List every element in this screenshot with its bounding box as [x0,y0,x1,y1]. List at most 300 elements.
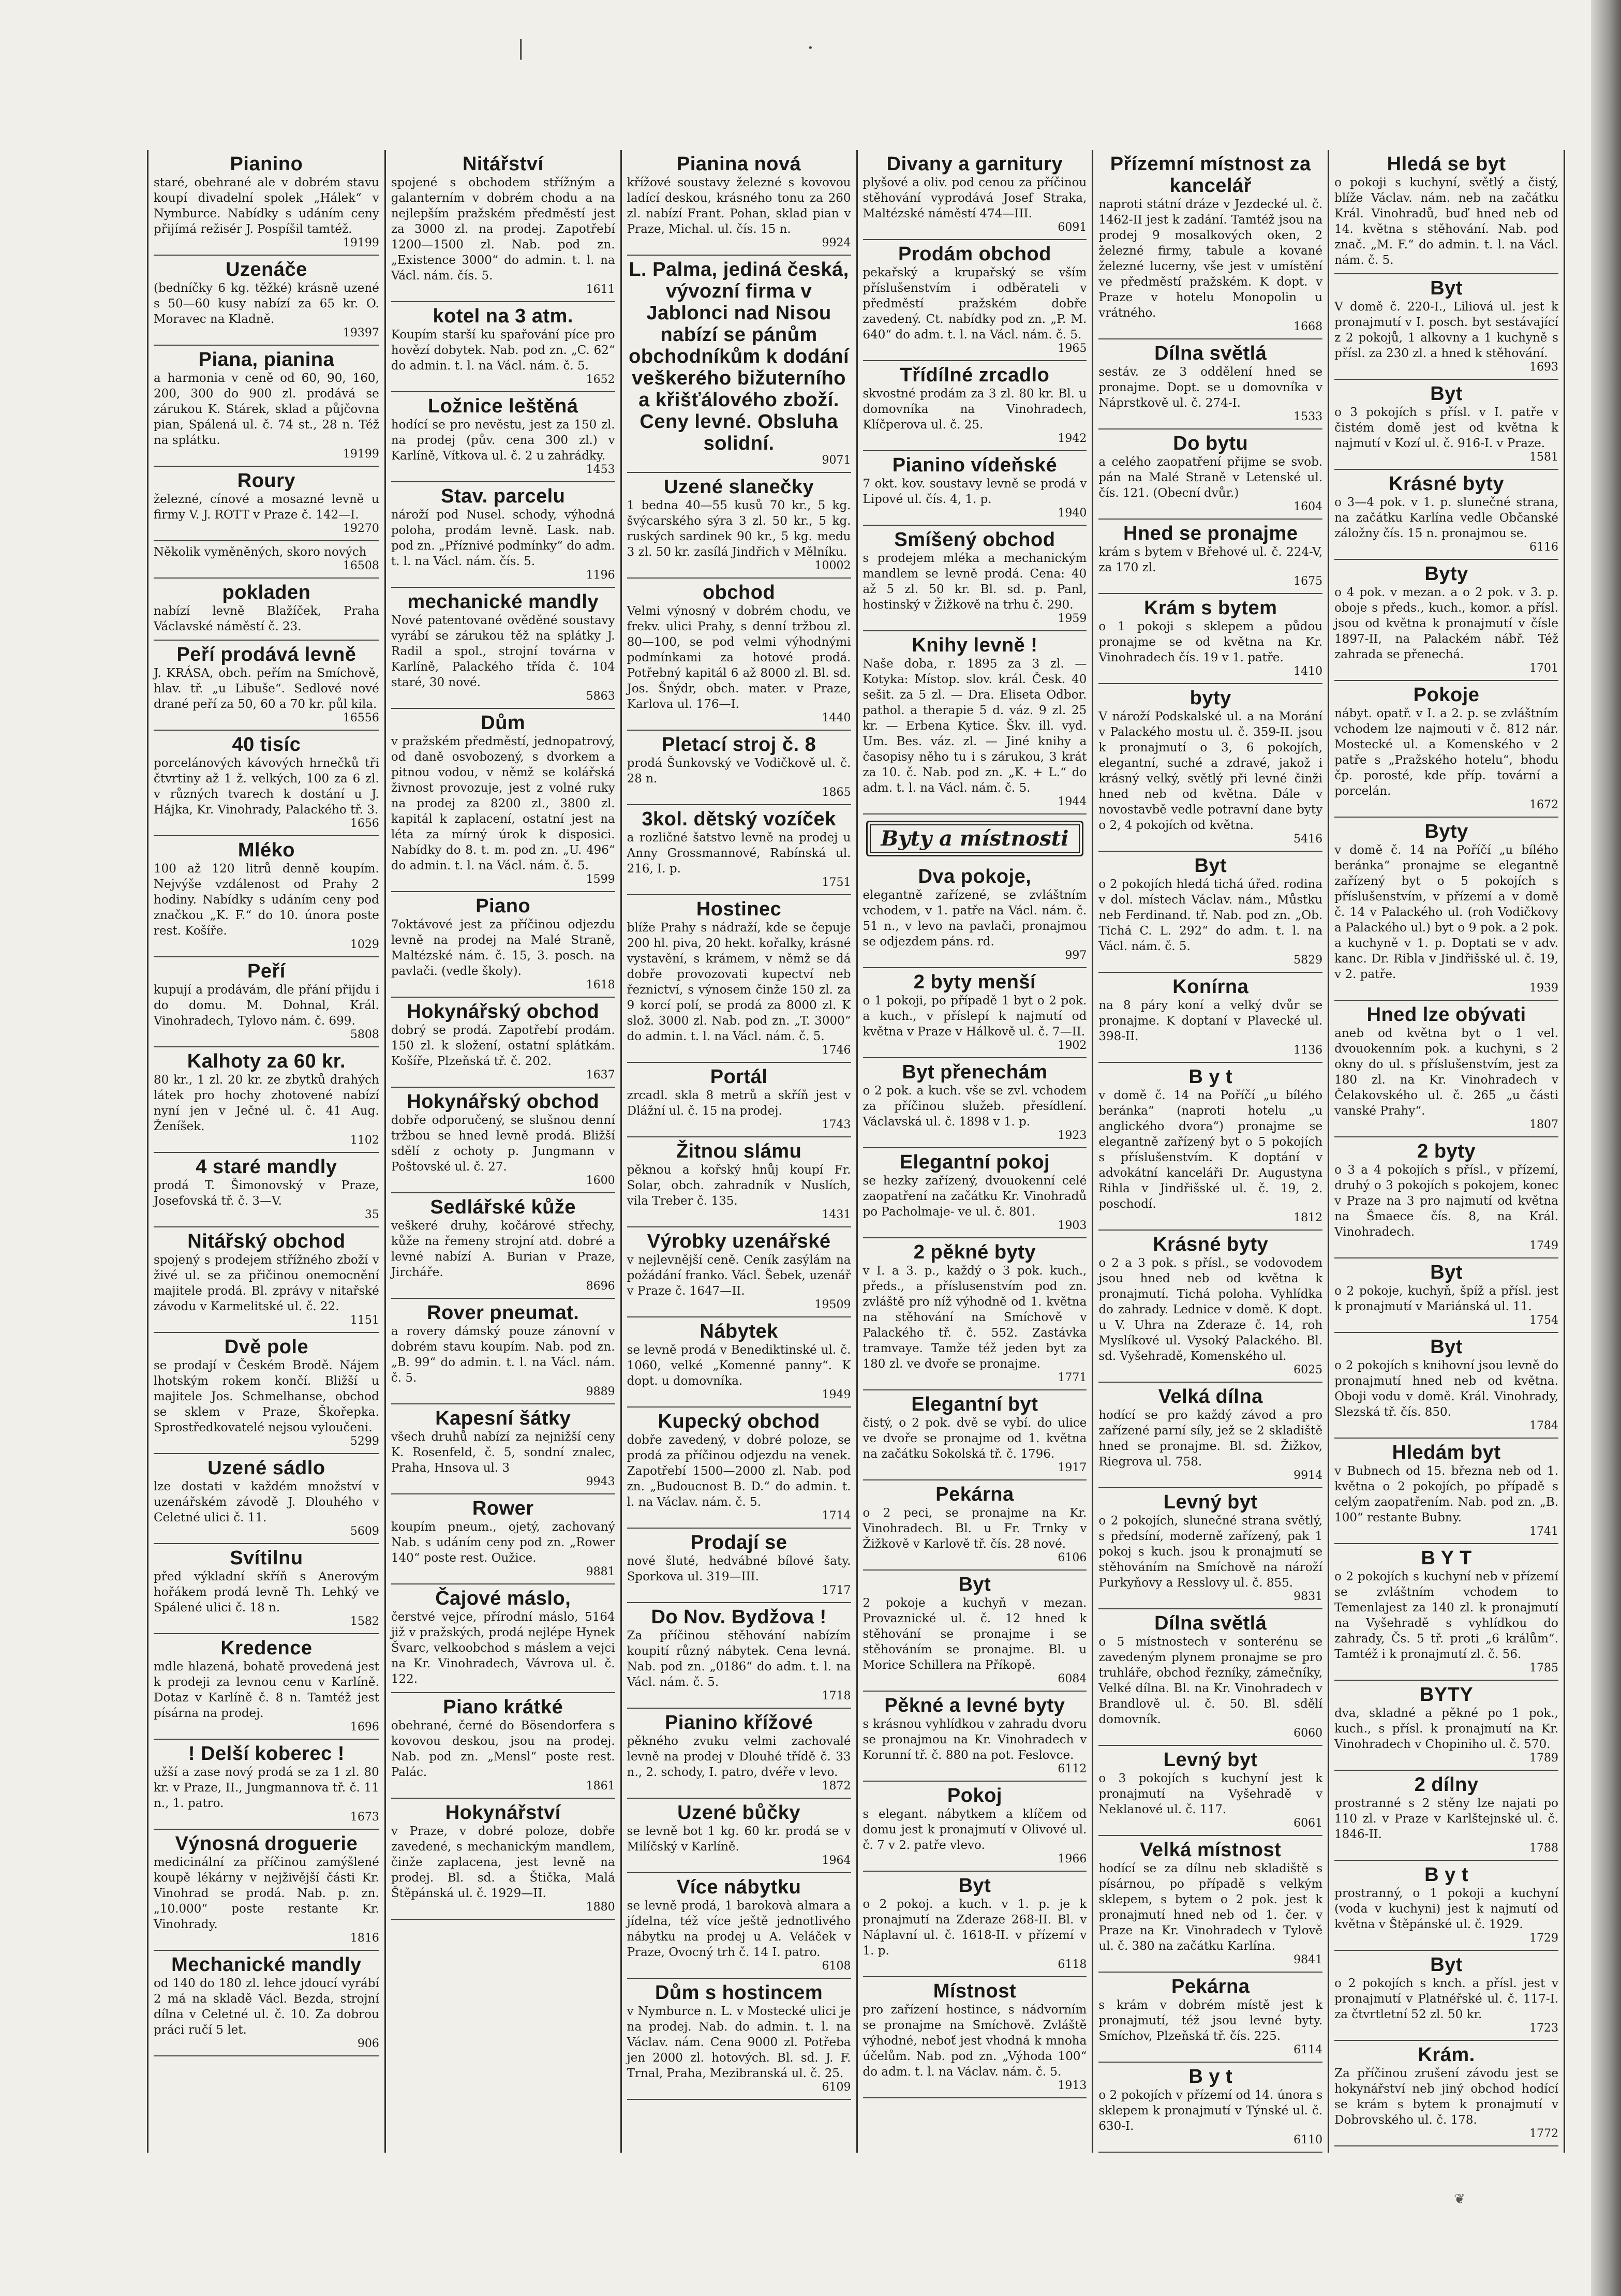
ad-text: spojené s obchodem střížným a galanterním v dobrém chodu a na nejlepším pražském předměstí jest za 3000 zl. na prodej. Zapotřebí 1200—1500 zl. Nab. pod zn. „Existence 3000“ do admin. t. l. na Václ. nám. čís. 5. [391,176,615,283]
ad-text: o 2 pokojích s knch. a přísl. jest v pronajmutí v Platnéřské ul. č. 117-I. za čtvrtletní 52 zl. 50 kr. [1334,1977,1558,2021]
classified-ad [1334,1771,1558,1861]
ad-heading: Hokynářský obchod [407,1001,600,1023]
ad-heading: Do Nov. Bydžova ! [651,1606,827,1628]
ad-number: 1785 [1529,1662,1558,1675]
ad-text: o 2 pokoje, kuchyň, špíž a přísl. jest k pronajmutí v Mariánská ul. 11. [1334,1284,1558,1313]
ad-text: se levně bot 1 kg. 60 kr. prodá se v Milíčský v Karlíně. [627,1825,851,1854]
ad-text: skvostné prodám za 3 zl. 80 kr. Bl. u domovníka na Vinohradech, Klíčperova ul. č. 25. [862,387,1087,432]
ad-text: o 3—4 pok. v 1. p. slunečné strana, na začátku Karlína vedle Občanské záložny čís. 15 n. pronajmou se. [1334,496,1558,540]
ad-number: 1880 [586,1901,615,1914]
ad-heading: Kapesní šátky [435,1408,571,1429]
ad-heading: Pokoje [1413,684,1480,706]
ad-text: nové šluté, hedvábné bílové šaty. Sporkova ul. 319—III. [627,1554,851,1583]
ad-number: 1749 [1529,1239,1558,1252]
ad-number: 906 [357,2037,379,2050]
classified-ad [627,895,851,1063]
ad-text: elegantně zařízené, se zvláštním vchodem, v 1. patře na Václ. nám. č. 51 n., v levo na pavlači, pronajmou se odjezdem páns. rd. [862,888,1087,949]
ad-text: Naše doba, r. 1895 za 3 zl. — Kotyka: Místop. slov. král. Česk. 40 sešit. za 5 zl. — Dra. Eliseta Odbor. pathol. a therapie 5 d. váz. 9 zl. 25 kr. — Erbena Kytice. Škv. ill. vyd. Um. Bes. váz. zl. — Jiné knihy a časopisy něho tu i s zárukou, 3 krát za 10. č. Nab. pod zn. „K. + L.“ do adm. t. l. na Václ. nám. č. 5. [862,657,1087,795]
ad-text: koupím pneum., ojetý, zachovaný Nab. s udáním ceny pod zn. „Rower 140“ poste rest. Oužice. [391,1520,615,1565]
classified-ad [154,541,379,579]
ad-number: 1533 [1293,410,1323,423]
ad-text: o 2 pok. a kuch. vše se zvl. vchodem za příčinou služeb. přesídlení. Václavská ul. č. 1898 v 1. p. [862,1084,1087,1129]
classified-ad [1334,470,1558,560]
ad-heading: Nitářský obchod [187,1231,346,1252]
classified-ad [391,302,615,392]
ad-number: 1959 [1058,612,1087,625]
ad-number: 1600 [586,1174,615,1187]
classified-ad [863,1977,1087,2098]
ad-heading: Uzené bůčky [677,1802,800,1824]
ad-text: o 1 pokoji s sklepem a půdou pronajme se od května na Kr. Vinohradech čís. 19 v 1. patře. [1098,620,1323,664]
classified-ad [1098,429,1322,520]
ad-number: 1029 [350,938,379,951]
ad-text: křížové soustavy železné s kovovou ladící deskou, krásného tonu za 260 zl. nabízí Frant. Pohan, sklad pian v Praze, Michal. ul. čís. 15 n. [627,176,851,236]
ad-number: 1872 [822,1780,851,1793]
classified-ad [1334,1137,1558,1258]
ad-number: 6116 [1529,541,1558,554]
ad-number: 1604 [1293,500,1323,513]
classified-ad [1334,380,1558,470]
ad-heading: pokladen [222,582,311,603]
ad-text: o 2 peci, se pronajme na Kr. Vinohradech. Bl. u Fr. Trnky v Žižkově v Karlově tř. čís. 28 nové. [862,1506,1087,1551]
ad-text: se prodají v Českém Brodě. Nájem lhotským rokem končí. Bližší u majitele Jos. Schmelhanse, obchod se sklem v Praze, Škořepka. Sprostředkovatelé nejsou vyloučeni. [154,1359,379,1434]
ad-number: 1913 [1058,2079,1087,2092]
classified-ad [627,1137,851,1227]
classified-ad [391,892,615,998]
ad-text: o 2 pokojích, slunečné strana světlý, s předsíní, moderně zařízený, pak 1 pokoj s kuch. jsou k pronajmutí se stěhováním na Smíchově na nároží Purkyňovy a Resslovy ul. č. 855. [1098,1514,1323,1590]
classified-ad [154,1634,379,1740]
ad-text: hodící se pro nevěstu, jest za 150 zl. na prodej (pův. cena 300 zl.) v Karlíně, Vítkova ul. č. 2 u zahrádky. [391,418,615,463]
ad-text: Za příčinou zrušení závodu jest se hokynářství neb jiný obchod hodící se krám s bytem k pronajmutí v Dobrovského ul. č. 178. [1334,2067,1558,2127]
ad-number: 5299 [350,1435,379,1448]
ad-number: 1784 [1529,1419,1558,1432]
ad-number: 16556 [343,712,379,724]
ad-text: dva, skladné a pěkné po 1 pok., kuch., s přísl. k pronajmutí na Kr. Vinohradech v Chopiniho ul. č. 570. [1334,1707,1558,1751]
ad-heading: Místnost [933,1980,1017,2002]
classified-ad [391,1799,615,1920]
ad-text: medicinální za příčinou zamýšlené koupě lékárny v nejživější části Kr. Vinohrad se prodá. Nab. p. zn. „10.000“ poste restante Kr. Vinohrady. [154,1856,379,1931]
classified-ad [1098,594,1322,684]
ad-number: 1741 [1529,1525,1558,1538]
ad-heading: 2 pěkné byty [913,1241,1036,1263]
ad-text: o 1 pokoji, po případě 1 byt o 2 pok. a kuch., v příslepí k najmutí od května v Praze v Hálkově ul. č. 7—II. [862,994,1087,1039]
classified-ad [627,150,851,256]
classified-ad [391,1193,615,1299]
classified-ad [1098,1383,1322,1488]
ad-heading: Nitářství [462,153,544,175]
ad-number: 1440 [822,712,851,724]
ad-text: dobře zavedený, v dobré poloze, se prodá za příčinou odjezdu na venek. Zapotřebí 1500—2000 zl. Nab. pod zn. „Budoucnost B. D.“ do admin. t. l. na Václav. nám. č. 5. [627,1433,851,1509]
classified-ad [1334,1544,1558,1681]
classified-ad [863,1782,1087,1872]
ad-number: 6061 [1293,1817,1323,1830]
classified-ad [1334,1258,1558,1333]
ad-heading: Výnosná droguerie [175,1833,358,1855]
ad-heading: Smíšený obchod [894,529,1055,551]
ad-heading: Byt [1430,1336,1463,1358]
ad-number: 1673 [350,1811,379,1824]
ad-text: pěkného zvuku velmi zachovalé levně na prodej v Dlouhé třídě č. 33 n., 2. schody, I. patro, dvéře v levo. [627,1735,851,1779]
classified-ad [154,957,379,1047]
classified-ad [1334,560,1558,681]
ad-number: 9924 [822,236,851,249]
ad-heading: Hledám byt [1392,1442,1501,1463]
classified-ad [1098,973,1322,1063]
column-4 [856,150,1092,2153]
ad-text: v domě č. 14 na Poříčí „u bílého beránka“ pronajme se elegantně zařízený byt o 5 pokojích s příslušenstvím, v přízemí a v domě č. 14 v Palackého ul. (roh Vodičkovy a Palackého ul.) byt o 9 pok. a 2 pok. a kuchyně v 1. p. Doptati se v adv. kanc. Dr. Ribla v Jindřišské ul. č. 19, v 2. patře. [1334,843,1558,981]
classified-ad [627,1603,851,1709]
ad-text: železné, cínové a mosazné levně u firmy V. J. ROTT v Praze č. 142—I. [154,493,379,522]
ad-heading: 2 dílny [1414,1774,1479,1796]
ad-heading: Třídílné zrcadlo [900,364,1050,386]
ad-heading: 2 byty [1417,1140,1476,1162]
ad-text: spojený s prodejem střížného zboží v živé ul. se za přičinou onemocnění majitele prodá. Bl. zprávy v nitařské závodu v Karmelitské ul. č. 22. [154,1253,379,1313]
ad-number: 1942 [1058,432,1087,445]
ad-text: plyšové a oliv. pod cenou za příčinou stěhování vyprodává Josef Straka, Maltézské náměstí 474—III. [862,176,1087,220]
classified-ad [863,1148,1087,1238]
ad-number: 1771 [1058,1371,1087,1384]
classified-ad [863,968,1087,1058]
classified-ad [863,631,1087,814]
classified-ad [863,1480,1087,1571]
ad-text: 80 kr., 1 zl. 20 kr. ze zbytků drahých látek pro hochy zhotovené nabízí nyní jen v Ječné ul. č. 41 Aug. Ženíšek. [154,1073,379,1133]
classified-ad [154,150,379,256]
ad-number: 9889 [586,1385,615,1398]
column-1 [148,150,384,2153]
ad-heading: Peří prodává levně [176,644,356,665]
ad-number: 6110 [1293,2134,1323,2146]
ad-text: nábyt. opatř. v I. a 2. p. se zvláštním vchodem lze najmouti v č. 812 nár. Mostecké ul. a Komenského v 2 patře s „Pražského hotelu“, bhodu čp. porosté, kde příp. tovární a porcelán. [1334,707,1558,798]
classified-ad [1098,150,1322,339]
classified-ad [154,1951,379,2056]
ad-number: 1807 [1529,1118,1558,1131]
classified-ad [391,588,615,709]
ad-heading: Dva pokoje, [918,866,1032,887]
ad-heading: Dům [481,712,526,734]
ad-number: 1746 [822,1044,851,1057]
ad-number: 1102 [350,1134,379,1147]
classified-ad [863,1390,1087,1480]
classified-ad [1098,1836,1322,1973]
ad-text: o 5 místnostech v sonterénu se zavedeným plynem pronajme se pro truhláře, obchod řezníky, zámečníky, Velké dílna. Bl. na Kr. Vinohradech v Brandlově ul. č. 50. Bl. sdělí domovník. [1098,1635,1323,1726]
ad-text: 1 bedna 40—55 kusů 70 kr., 5 kg. švýcarského sýra 3 zl. 50 kr., 5 kg. ruských sardinek 90 kr., 5 kg. medu 3 zl. 50 kr. zasílá Jindřich v Mělníku. [627,499,851,559]
classified-ad [1098,684,1322,852]
ad-text: Velmi výnosný v dobrém chodu, ve frekv. ulici Prahy, s denní tržbou zl. 80—100, se pod velmi výhodnými podmínkami za hotové prodá. Potřebný kapitál 6 až 8000 zl. Bl. sd. Jos. Šnýdr, obch. mater. v Praze, Karlova ul. 176—I. [627,604,851,711]
ad-heading: Uzenáče [226,259,307,280]
ad-number: 1582 [350,1615,379,1628]
ad-heading: Hokynářství [445,1802,561,1824]
ad-heading: Pekárna [1171,1976,1250,1997]
ad-heading: L. Palma, jediná česká, vývozní firma v Jablonci nad Nisou nabízí se pánům obchodníkům k dodání veškerého bižuterního a křišťálového zboží. Ceny levné. Obsluha solidní. [629,259,850,454]
ad-heading: Prodají se [690,1532,787,1553]
ad-text: Za příčinou stěhování nabízím koupití různý nábytek. Cena levná. Nab. pod zn. „0186“ do adm. t. l. na Václ. nám. č. 5. [627,1629,851,1689]
ad-text: zrcadl. skla 8 metrů a skříň jest v Dlážní ul. č. 15 na prodej. [627,1089,851,1118]
classified-ad [1334,274,1558,380]
ad-number: 1939 [1529,982,1558,995]
ad-number: 1656 [350,817,379,830]
ad-number: 6118 [1058,1958,1087,1971]
ad-heading: Krám. [1418,2044,1475,2066]
ad-text: o 2 pokojích s knihovní jsou levně do pronajmutí hned neb od května. Oboji vodu v domě. Král. Vinohrady, Slezská tř. čís. 850. [1334,1359,1558,1419]
classified-ad [863,150,1087,240]
ad-number: 19199 [343,236,379,249]
classified-ad [1334,1951,1558,2041]
page-top-dot: · [807,36,814,60]
ad-heading: Hned lze obývati [1366,1004,1526,1026]
ad-heading: Byty [1424,563,1468,585]
ad-text: lze dostati v každém množství v uzenářském závodě J. Dlouhého v Celetné ulici č. 11. [154,1480,379,1524]
ad-text: o pokoji s kuchyní, světlý a čistý, blíže Václav. nám. neb na začátku Král. Vinohradů, buď hned neb od 14. května s stěhování. Nab. pod znač. „M. F.“ do admin. t. l. na Václ. nám. č. 5. [1334,176,1558,267]
ad-number: 1944 [1058,795,1087,808]
ad-text: prostranné s 2 stěny lze najati po 110 zl. v Praze v Karlštejnské ul. č. 1846-II. [1334,1797,1558,1841]
ad-heading: Levný byt [1163,1491,1258,1513]
ad-heading: Byt [1194,855,1227,877]
ad-number: 1772 [1529,2127,1558,2140]
ad-heading: Přízemní místnost za kancelář [1110,153,1311,197]
classified-ad [391,392,615,482]
classified-ad [1098,1609,1322,1746]
ad-text: před výkladní skříň s Anerovým hořákem prodá levně Th. Lehký ve Spálené ulici č. 18 n. [154,1570,379,1614]
ad-number: 6114 [1293,2043,1323,2056]
ad-heading: Byt [1430,1262,1463,1283]
ad-heading: Hostinec [696,898,782,920]
classified-ad [154,256,379,346]
ad-number: 1965 [1058,342,1087,355]
ad-number: 1865 [822,786,851,799]
ad-heading: ! Delší koberec ! [188,1743,345,1765]
ad-heading: Dům s hostincem [655,1982,823,2004]
ad-text: porcelánových kávových hrnečků tři čtvrtiny až 1 ž. velkých, 100 za 6 zl. v různých tvarech k dostání u J. Hájka, Kr. Vinohrady, Palackého tř. 3. [154,757,379,817]
ad-text: Koupím starší ku spařování píce pro hovězí dobytek. Nab. pod zn. „C. 62“ do admin. t. l. na Václ. nám. č. 5. [391,328,615,373]
ad-heading: Piano krátké [443,1696,563,1718]
ad-number: 997 [1065,949,1087,962]
ad-number: 1940 [1058,507,1087,520]
ad-text: prodá T. Šimonovský v Praze, Josefovská tř. č. 3—V. [154,1179,379,1208]
ad-heading: Kredence [220,1637,313,1659]
ad-number: 6091 [1058,221,1087,234]
classified-ad [1334,1681,1558,1771]
ad-heading: Roury [237,470,296,492]
ad-number: 1696 [350,1721,379,1734]
classified-ad [863,240,1087,361]
ad-heading: Kalhoty za 60 kr. [187,1050,346,1072]
ad-heading: Portál [710,1066,768,1088]
ad-heading: Dílna světlá [1154,1612,1267,1634]
ad-text: mdle hlazená, bohatě provedená jest k prodeji za levnou cenu v Karlíně. Dotaz v Karlíně č. 8 n. Tamtéž jest písárna na prodej. [154,1660,379,1720]
classified-ad [1334,150,1558,274]
ad-text: a rovery dámský pouze zánovní v dobrém stavu koupím. Nab. pod zn. „B. 99“ do admin. t. l. na Václ. nám. č. 5. [391,1325,615,1385]
classified-ad [154,1454,379,1544]
ad-text: (bedníčky 6 kg. těžké) krásně uzené s 50—60 kusy nabízí za 65 kr. O. Moravec na Kladně. [154,282,379,326]
ad-heading: Do bytu [1173,433,1248,454]
classified-ad [1098,1488,1322,1609]
ad-text: o 3 pokojích s kuchyní jest k pronajmutí na Vyšehradě v Neklanové ul. č. 117. [1098,1772,1323,1816]
classified-ad [154,1227,379,1333]
ad-text: čistý, o 2 pok. dvě se vybí. do ulice ve dvoře se pronajme od 1. května na začátku Sokolská tř. č. 1796. [862,1416,1087,1461]
ad-number: 19270 [343,522,379,535]
ad-heading: Krásné byty [1389,473,1505,495]
ad-number: 1902 [1058,1039,1087,1052]
classified-ad [1098,1063,1322,1231]
ad-number: 1717 [822,1584,851,1597]
classified-ad [627,1709,851,1799]
page-ornament: ❦ [1454,2191,1465,2207]
column-3 [620,150,856,2153]
ad-heading: Velká místnost [1140,1839,1282,1861]
classified-ad [627,1063,851,1137]
classified-ad [1098,1746,1322,1836]
ad-number: 1618 [586,979,615,991]
ad-number: 5609 [350,1525,379,1538]
ad-number: 1966 [1058,1853,1087,1865]
ad-number: 5808 [350,1028,379,1041]
classified-ad [391,482,615,588]
ad-heading: Byt [958,1574,991,1595]
ad-heading: Výrobky uzenářské [647,1231,831,1252]
ad-heading: B Y T [1421,1547,1472,1569]
ad-heading: 40 tisíc [232,734,301,756]
ad-number: 1652 [586,373,615,386]
ad-number: 1964 [822,1854,851,1867]
ad-number: 19397 [343,327,379,339]
ad-heading: Čajové máslo, [435,1588,571,1609]
ad-heading: Pokoj [947,1785,1002,1806]
ad-text: v domě č. 14 na Poříčí „u bílého beránka“ (naproti hotelu „u anglického dvora“) pronajme se elegantně zařízený byt o 5 pokojích s příslušenstvím. K doptání v advokátní kanceláři Dr. Augustyna Rihla v Jindřišské ul. č. 19, 2. poschodí. [1098,1089,1323,1211]
ad-heading: 4 staré mandly [196,1156,337,1178]
ad-number: 1196 [586,569,615,582]
classified-ad [1334,1333,1558,1439]
ad-text: užší a zase nový prodá se za 1 zl. 80 kr. v Praze, II., Jungmannova tř. č. 11 n., 1. patro. [154,1766,379,1810]
classified-ad [627,1408,851,1529]
ad-text: aneb od května byt o 1 vel. dvouokenním pok. a kuchyni, s 2 okny do ul. s příslušenstvím, jest za 180 zl. na Kr. Vinohradech v Čelakovského ul. č. 265 „u části vanské Prahy“. [1334,1027,1558,1118]
ad-heading: Levný byt [1163,1749,1258,1771]
ad-text: J. KRÁSA, obch. peřím na Smíchově, hlav. tř. „u Libuše“. Sedlové nové drané peří za 50, 60 a 70 kr. půl kila. [154,666,379,711]
ad-heading: Krám s bytem [1144,597,1277,619]
ad-number: 1903 [1058,1219,1087,1232]
ad-text: o 2 pokoj. a kuch. v 1. p. je k pronajmutí na Zderaze 268-II. Bl. v Náplavní ul. č. 1618-II. v přízemí v 1. p. [862,1898,1087,1958]
ad-heading: Kupecký obchod [658,1411,820,1432]
section-banner: Byty a místnosti [866,821,1084,856]
classified-columns [147,150,1565,2153]
classified-ad [154,467,379,541]
ad-heading: Byt [1430,1954,1463,1976]
ad-text: a harmonia v ceně od 60, 90, 160, 200, 300 do 900 zl. prodává se zárukou K. Stárek, sklad a půjčovna pian, Spálená ul. č. 74 st., 28 n. Též na splátku. [154,372,379,447]
ad-text: obehrané, černé do Bösendorfera s kovovou deskou, jsou na prodej. Nab. pod zn. „Mensl“ poste rest. Palác. [391,1719,615,1779]
ad-heading: Pekárna [935,1484,1014,1505]
ad-text: v nejlevnější ceně. Ceník zasýlám na požádání franko. Václ. Šebek, uzenář v Praze č. 1647—II. [627,1253,851,1298]
classified-ad [863,1058,1087,1148]
ad-number: 1923 [1058,1129,1087,1142]
classified-ad [863,1692,1087,1782]
classified-ad [391,1494,615,1584]
ad-text: pekařský a krupařský se vším příslušenstvím i odběrateli v předměstí pražském dobře zavedený. Ct. nabídky pod zn. „P. M. 640“ do adm. t. l. na Václ. nám. č. 5. [862,266,1087,342]
ad-heading: byty [1189,687,1231,709]
ad-text: o 2 pokojích hledá tichá úřed. rodina v dol. místech Václav. nám., Můstku neb Ferdinand. tř. Nab. pod zn. „Ob. Tichá C. L. 292“ do adm. t. l. na Václ. nám. č. 5. [1098,878,1323,953]
column-5 [1092,150,1328,2153]
ad-number: 19199 [343,448,379,461]
classified-ad [1334,681,1558,818]
ad-text: krám s bytem v Břehové ul. č. 224-V, za 170 zl. [1098,545,1323,574]
classified-ad [627,1799,851,1873]
ad-number: 1611 [586,283,615,296]
ad-number: 1693 [1529,361,1558,374]
classified-ad [154,1047,379,1153]
ad-number: 1581 [1529,451,1558,464]
ad-text: na 8 páry koní a velký dvůr se pronajme. K doptaní v Plavecké ul. 398-II. [1098,999,1323,1043]
ad-heading: Žitnou slámu [676,1140,802,1162]
classified-ad [391,1088,615,1193]
ad-heading: Knihy levně ! [912,634,1038,656]
classified-ad [627,579,851,731]
ad-number: 6060 [1293,1727,1323,1740]
classified-ad [154,1333,379,1454]
ad-heading: Byt [1430,383,1463,405]
ad-number: 1723 [1529,2022,1558,2035]
ad-text: se hezky zařízený, dvouokenní celé zaopatření na začátku Kr. Vinohradů po Pacholmaje- ve ul. č. 801. [862,1174,1087,1219]
ad-heading: Elegantní byt [911,1394,1038,1415]
ad-heading: Hned se pronajme [1123,523,1298,544]
ad-heading: Krásné byty [1153,1234,1269,1255]
ad-text: hodící se za dílnu neb skladiště s písárnou, po případě s velkým sklepem, s bytem o 2 pok. jest k pronajmutí hned neb od 1. čer. v Praze na Kr. Vinohradech v Tylově ul. č. 380 na začátku Karlína. [1098,1862,1323,1953]
ad-text: o 2 pokojích v přízemí od 14. února s sklepem k pronajmutí v Týnské ul. č. 630-I. [1098,2088,1323,2133]
classified-ad [627,805,851,895]
classified-ad [627,1979,851,2100]
ad-text: sestáv. ze 3 oddělení hned se pronajme. Dopt. se u domovníka v Náprstkově ul. č. 274-I. [1098,365,1323,410]
ad-text: s prodejem mléka a mechanickým mandlem se levně prodá. Cena: 40 až 5 zl. 50 kr. Bl. sd. p. Panl, hostinský v Žižkově na trhu č. 290. [862,552,1087,612]
classified-ad [391,998,615,1088]
ad-number: 6106 [1058,1551,1087,1564]
ad-text: v Nymburce n. L. v Mostecké ulici je na prodej. Nab. do admin. t. l. na Václav. nám. Cena 9000 zl. Potřeba jen 2000 zl. hotových. Bl. sd. J. F. Trnal, Praha, Mezibranská ul. č. 25. [627,2005,851,2080]
classified-ad [391,709,615,892]
ad-heading: Byty [1424,821,1468,842]
ad-text: o 3 pokojích s přísl. v I. patře v čistém domě jest od května k najmutí v Kozí ul. č. 916-I. v Praze. [1334,406,1558,450]
classified-ad [1334,1439,1558,1544]
ad-text: 2 pokoje a kuchyň v mezan. Provaznické ul. č. 12 hned k stěhování se pronajme i se stěhováním se pronajme. Bl. u Morice Schillera na Příkopě. [862,1596,1087,1672]
ad-number: 1675 [1293,575,1323,588]
ad-heading: Byt přenechám [902,1061,1048,1083]
classified-ad [154,1740,379,1830]
ad-heading: Rover pneumat. [427,1302,579,1324]
classified-ad [863,1238,1087,1390]
ad-text: 7oktávové jest za příčinou odjezdu levně na prodej na Malé Straně, Maltézské nám. č. 15, 3. posch. na pavlači. (vedle školy). [391,918,615,978]
ad-number: 1917 [1058,1461,1087,1474]
classified-ad [627,473,851,579]
ad-heading: Více nábytku [676,1876,801,1898]
ad-heading: 2 byty menší [913,971,1036,993]
ad-number: 9831 [1293,1590,1323,1603]
ad-heading: Nábytek [700,1321,778,1342]
classified-ad [863,361,1087,451]
ad-heading: Elegantní pokoj [899,1151,1050,1173]
ad-text: dobrý se prodá. Zapotřebí prodám. 150 zl. k složení, ostatní splátkám. Košíře, Plzeňská tř. č. 202. [391,1024,615,1068]
classified-ad [391,1584,615,1693]
ad-text: v Bubnech od 15. března neb od 1. května o 2 pokojích, po případě s celým zaopatřením. Nab. pod zn. „B. 100“ restante Bubny. [1334,1464,1558,1524]
ad-number: 1743 [822,1118,851,1131]
classified-ad [154,346,379,467]
ad-text: veškeré druhy, kočárové střechy, kůže na řemeny strojní atd. dobré a levné nabízí A. Burian v Praze, Jircháře. [391,1219,615,1279]
ad-number: 9914 [1293,1469,1323,1482]
ad-number: 5829 [1293,954,1323,967]
ad-number: 1729 [1529,1932,1558,1945]
ad-number: 1151 [350,1314,379,1327]
classified-ad [154,1544,379,1634]
classified-ad [1098,1973,1322,2063]
ad-text: 100 až 120 litrů denně koupím. Nejvýše vzdálenost od Prahy 2 hodiny. Nabídky s udáním ceny pod značkou „K. F.“ do 10. února poste rest. Košíře. [154,862,379,938]
ad-number: 9071 [822,454,851,467]
ad-number: 1812 [1293,1211,1323,1224]
ad-heading: Svítilnu [230,1547,303,1569]
classified-ad [1334,1001,1558,1137]
